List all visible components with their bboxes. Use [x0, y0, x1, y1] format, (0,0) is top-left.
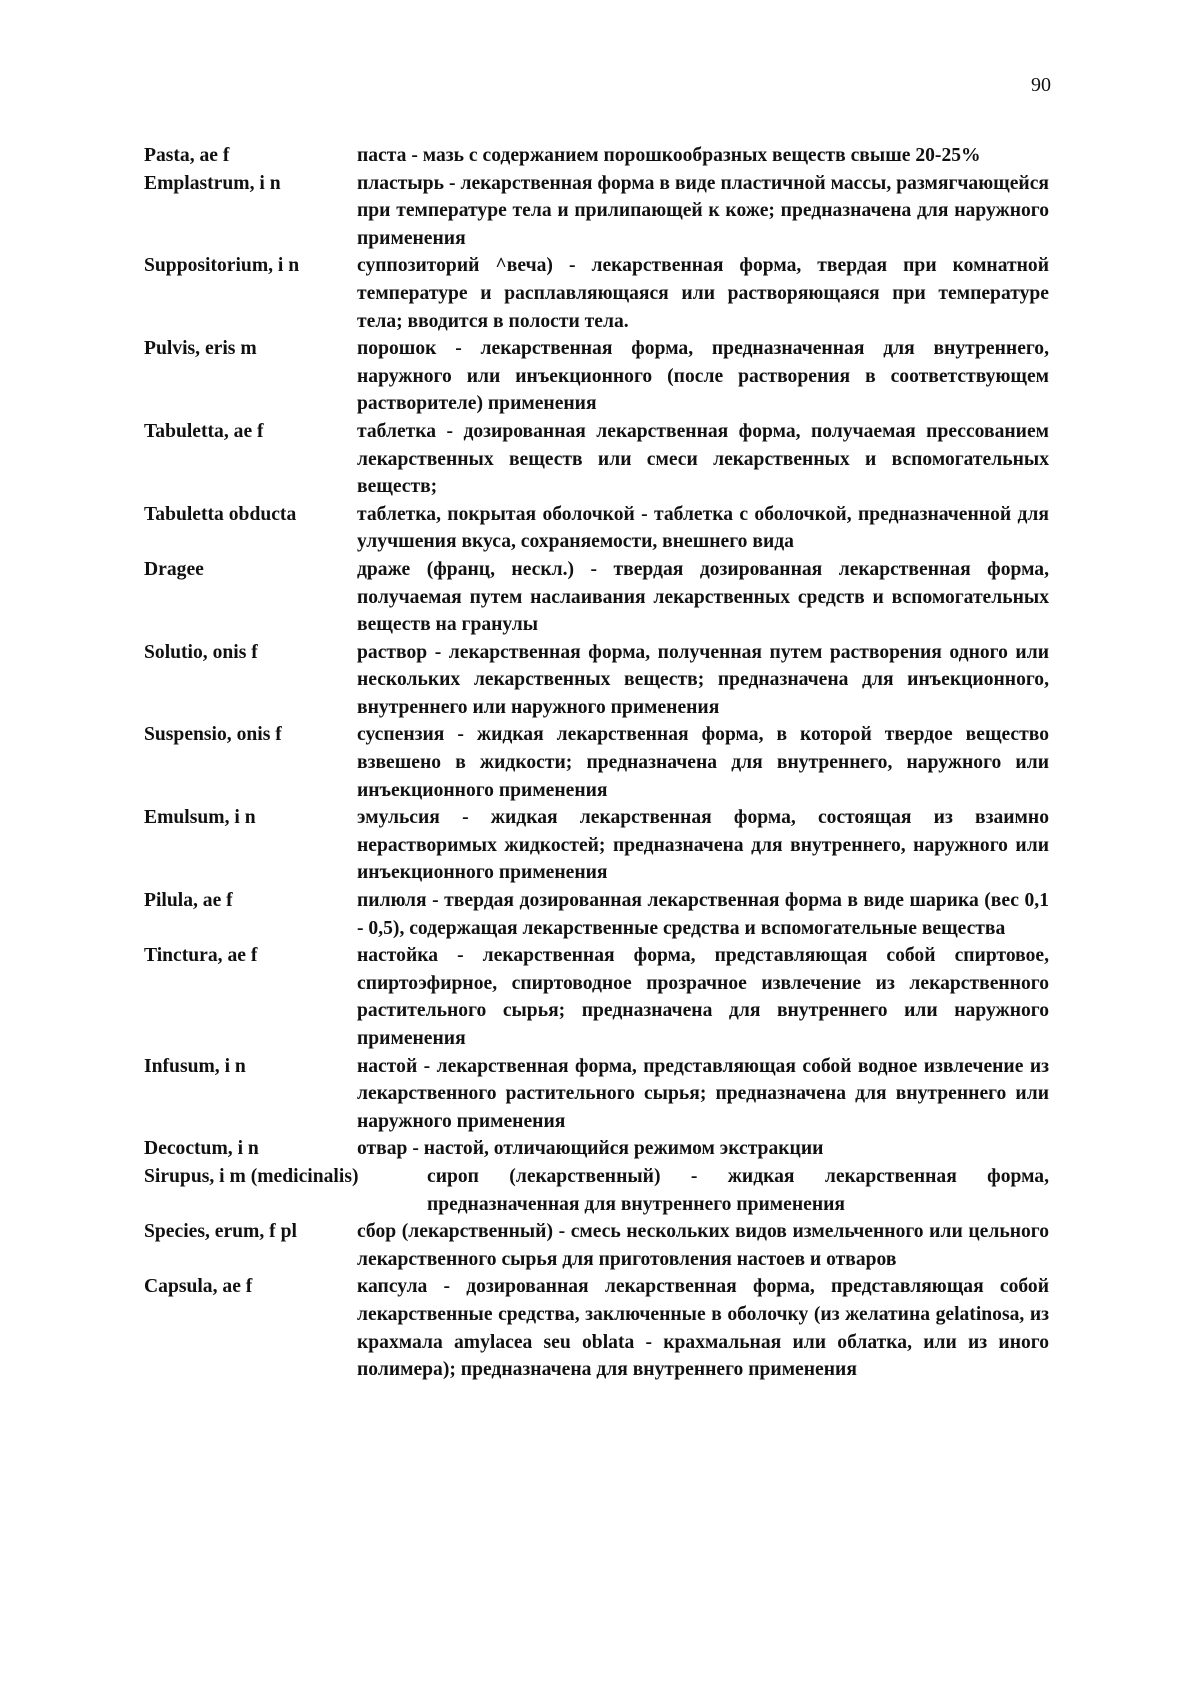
entry-definition: отвар - настой, отличающийся режимом экстракции — [357, 1138, 824, 1160]
page-number: 90 — [1031, 74, 1051, 96]
entry-definition: порошок - лекарственная форма, предназначенная для внутреннего, наружного или инъекционного (после растворения в соответствующем растворителе) применения — [357, 338, 1049, 415]
entry-term: Tabuletta, ae f — [144, 420, 264, 442]
glossary-entry — [144, 1053, 1049, 1136]
entry-definition: раствор - лекарственная форма, полученная путем растворения одного или нескольких лекарственных веществ; предназначена для инъекционного, внутреннего или наружного применения — [357, 641, 1049, 718]
entry-definition: пластырь - лекарственная форма в виде пластичной массы, размягчающейся при температуре тела и прилипающей к коже; предназначена для наружного применения — [357, 172, 1049, 249]
entry-term: Tinctura, ae f — [144, 945, 258, 967]
entry-term: Suppositorium, i n — [144, 255, 300, 277]
entry-definition: настой - лекарственная форма, представляющая собой водное извлечение из лекарственного растительного сырья; предназначена для внутреннего или наружного применения — [357, 1055, 1049, 1132]
entry-definition: суспензия - жидкая лекарственная форма, в которой твердое вещество взвешено в жидкости; предназначена для внутреннего, наружного или инъекционного применения — [357, 724, 1049, 801]
entry-term: Pulvis, eris m — [144, 338, 257, 360]
entry-term: Pasta, ae f — [144, 145, 230, 166]
glossary-list — [144, 142, 1049, 1384]
glossary-entry — [144, 142, 1049, 170]
glossary-entry — [144, 335, 1049, 418]
entry-definition: таблетка, покрытая оболочкой - таблетка с оболочкой, предназначенной для улучшения вкуса, сохраняемости, внешнего вида — [357, 503, 1049, 553]
entry-term: Capsula, ae f — [144, 1276, 253, 1298]
glossary-entry — [144, 639, 1049, 722]
entry-definition: драже (франц, нескл.) - твердая дозированная лекарственная форма, получаемая путем наслаивания лекарственных средств и вспомогательных веществ на гранулы — [357, 558, 1049, 636]
entry-definition: паста - мазь с содержанием порошкообразных веществ свыше 20-25% — [357, 145, 981, 166]
glossary-entry — [144, 170, 1049, 253]
glossary-entry — [144, 721, 1049, 804]
entry-term: Emulsum, i n — [144, 807, 256, 829]
entry-definition: сироп (лекарственный) - жидкая лекарственная форма, предназначенная для внутреннего применения — [427, 1165, 1049, 1215]
entry-definition: таблетка - дозированная лекарственная форма, получаемая прессованием лекарственных веществ или смеси лекарственных и вспомогательных веществ; — [357, 420, 1049, 498]
entry-term: Tabuletta obducta — [144, 503, 297, 525]
entry-definition: капсула - дозированная лекарственная форма, представляющая собой лекарственные средства, заключенные в оболочку (из желатина gelatinosa, из крахмала amylacea seu oblata - крахмальная или облатка, или из иного полимера); предназначена для внутреннего применения — [357, 1276, 1049, 1381]
entry-term: Infusum, i n — [144, 1055, 246, 1077]
glossary-entry — [144, 887, 1049, 942]
glossary-entry — [144, 1273, 1049, 1383]
glossary-entry — [144, 1163, 1049, 1218]
entry-term: Suspensio, onis f — [144, 724, 282, 746]
glossary-entry — [144, 556, 1049, 639]
entry-term: Species, erum, f pl — [144, 1221, 297, 1243]
entry-term: Pilula, ae f — [144, 890, 233, 912]
entry-definition: настойка - лекарственная форма, представляющая собой спиртовое, спиртоэфирное, спиртоводное прозрачное извлечение из лекарственного растительного сырья; предназначена для внутреннего или наружного применения — [357, 945, 1049, 1049]
glossary-entry — [144, 942, 1049, 1052]
entry-definition: суппозиторий ^веча) - лекарственная форма, твердая при комнатной температуре и расплавляющаяся или растворяющаяся при температуре тела; вводится в полости тела. — [357, 255, 1049, 332]
glossary-entry — [144, 418, 1049, 501]
glossary-entry — [144, 252, 1049, 335]
entry-term: Solutio, onis f — [144, 641, 258, 663]
glossary-entry — [144, 804, 1049, 887]
entry-term: Decoctum, i n — [144, 1138, 259, 1160]
entry-term: Dragee — [144, 558, 204, 580]
entry-definition: пилюля - твердая дозированная лекарственная форма в виде шарика (вес 0,1 - 0,5), содержащая лекарственные средства и вспомогательные вещества — [357, 890, 1049, 939]
glossary-entry — [144, 1218, 1049, 1273]
entry-definition: эмульсия - жидкая лекарственная форма, состоящая из взаимно нерастворимых жидкостей; предназначена для внутреннего, наружного или инъекционного применения — [357, 807, 1049, 884]
glossary-entry — [144, 501, 1049, 556]
entry-term: Sirupus, i m (medicinalis) — [144, 1165, 359, 1187]
entry-definition: сбор (лекарственный) - смесь нескольких видов измельченного или цельного лекарственного сырья для приготовления настоев и отваров — [357, 1221, 1049, 1270]
glossary-entry — [144, 1135, 1049, 1163]
entry-term: Emplastrum, i n — [144, 172, 281, 194]
